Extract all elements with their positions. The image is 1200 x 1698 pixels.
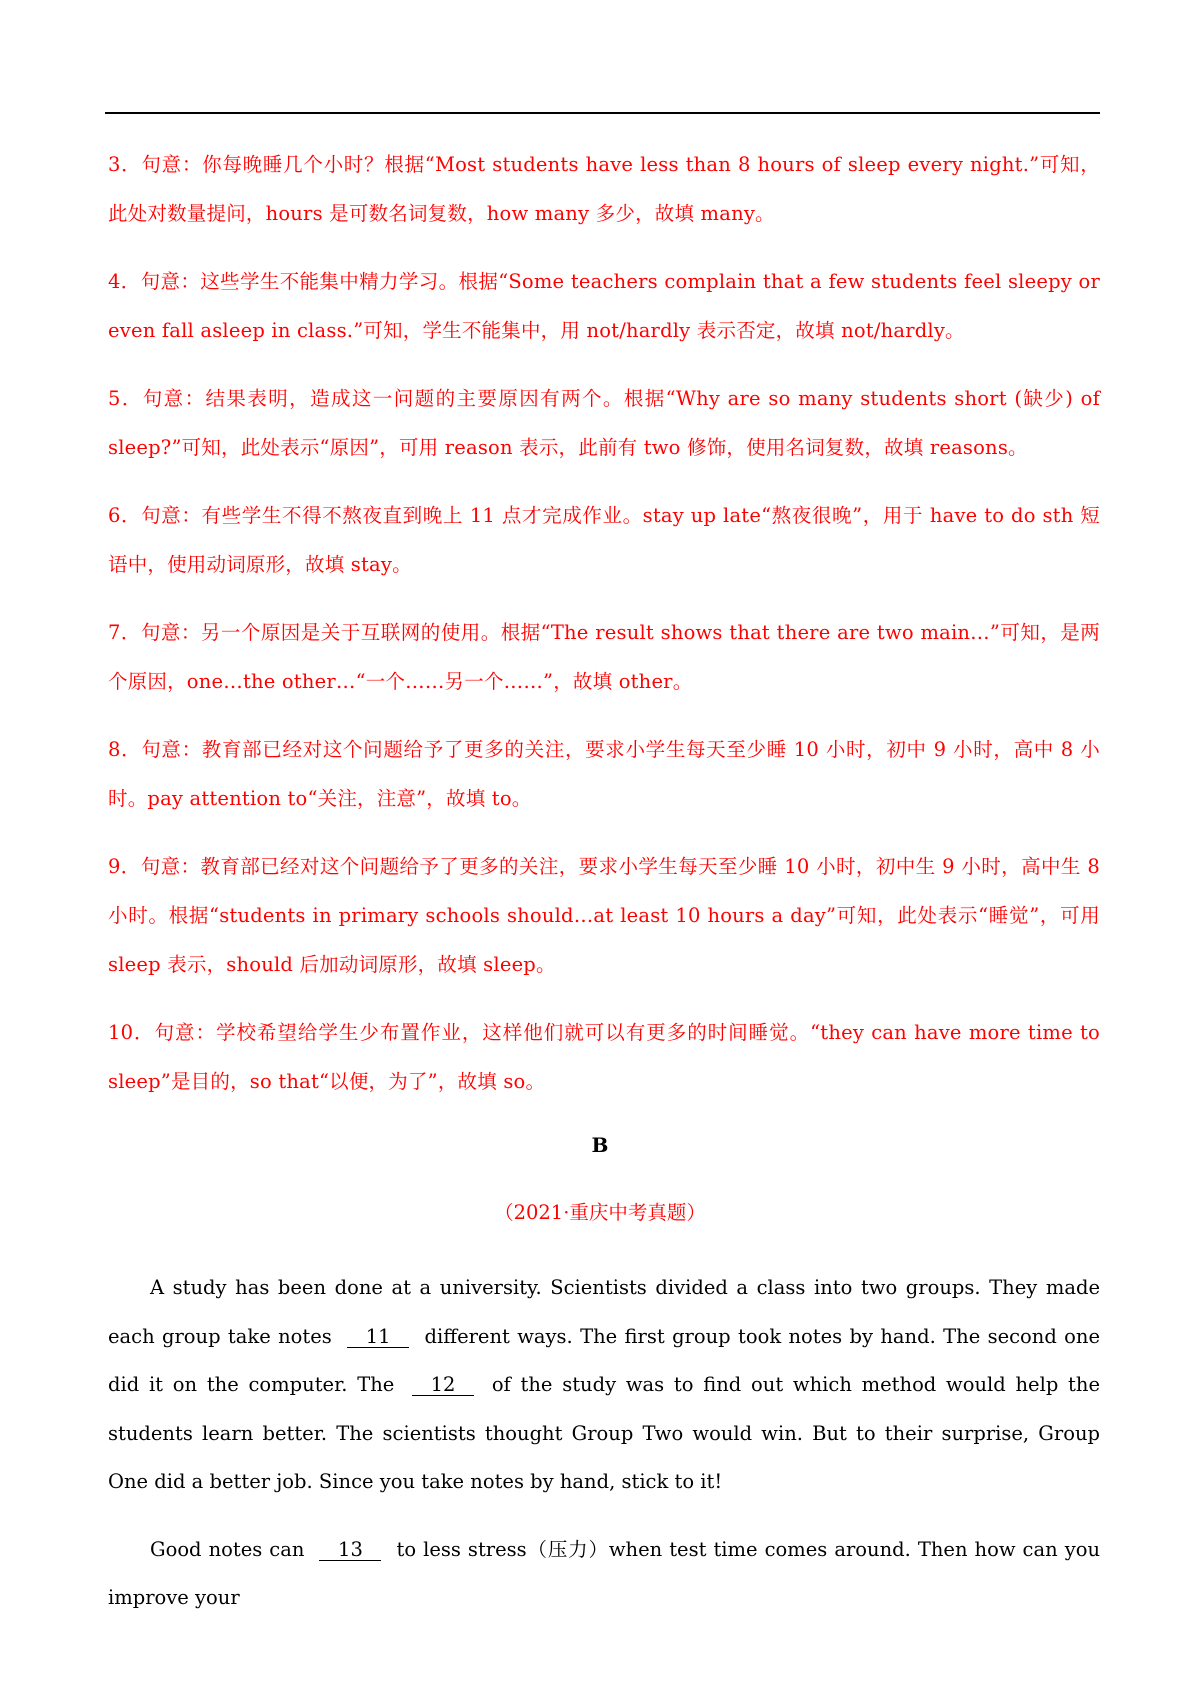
- passage-paragraph-2: [108, 1526, 1100, 1623]
- answer-item-8: 8．句意：教育部已经对这个问题给予了更多的关注，要求小学生每天至少睡 10 小时，初中 9 小时，高中 8 小时。pay attention to“关注，注意”，故填 to。: [108, 738, 1100, 810]
- answer-item-10: 10．句意：学校希望给学生少布置作业，这样他们就可以有更多的时间睡觉。“they can have more time to sleep”是目的，so that“以便，为了”，故填 so。: [108, 1021, 1100, 1093]
- passage-text: of the study was to find out which method would help the students learn better. The scientists thought Group Two would win. But to their surprise, Group One did a better job. Since you take notes by hand, stick to it!: [108, 1373, 1100, 1493]
- exam-source: （2021·重庆中考真题）: [494, 1201, 706, 1224]
- passage-text: to less stress（压力）when test time comes around. Then how can you improve your: [108, 1537, 1101, 1609]
- answer-item-6: 6．句意：有些学生不得不熬夜直到晚上 11 点才完成作业。stay up late“熬夜很晚”，用于 have to do sth 短语中，使用动词原形，故填 stay。: [108, 504, 1100, 576]
- blank-12: 12: [412, 1375, 474, 1396]
- reading-passage: [108, 1264, 1100, 1642]
- answer-item-9: 9．句意：教育部已经对这个问题给予了更多的关注，要求小学生每天至少睡 10 小时，初中生 9 小时，高中生 8 小时。根据“students in primary schools should…at least 10 hours a day”可知，此处表示“睡觉”，可用 sleep 表示，should 后加动词原形，故填 sleep。: [108, 855, 1100, 976]
- section-label: B: [591, 1133, 609, 1157]
- blank-11: 11: [347, 1327, 409, 1348]
- passage-paragraph-1: [108, 1264, 1100, 1507]
- header-rule: [105, 112, 1100, 114]
- answer-item-5: 5．句意：结果表明，造成这一问题的主要原因有两个。根据“Why are so many students short (缺少) of sleep?”可知，此处表示“原因”，可用 reason 表示，此前有 two 修饰，使用名词复数，故填 reasons。: [108, 387, 1100, 459]
- passage-text: different ways. The first group took notes by hand. The second one did it on the computer. The: [108, 1324, 1101, 1396]
- answer-explanations: [108, 140, 1100, 1125]
- passage-text: A study has been done at a university. Scientists divided a class into two groups. They made each group take notes: [108, 1276, 1100, 1348]
- answer-item-3: 3．句意：你每晚睡几个小时？根据“Most students have less than 8 hours of sleep every night.”可知，此处对数量提问，hours 是可数名词复数，how many 多少，故填 many。: [108, 153, 1100, 225]
- answer-item-4: 4．句意：这些学生不能集中精力学习。根据“Some teachers complain that a few students feel sleepy or even fall asleep in class.”可知，学生不能集中，用 not/hardly 表示否定，故填 not/hardly。: [108, 270, 1100, 342]
- answer-item-7: 7．句意：另一个原因是关于互联网的使用。根据“The result shows that there are two main…”可知，是两个原因，one…the other…“一个……另一个……”，故填 other。: [108, 621, 1100, 693]
- passage-text: Good notes can: [150, 1537, 305, 1561]
- blank-13: 13: [319, 1540, 381, 1561]
